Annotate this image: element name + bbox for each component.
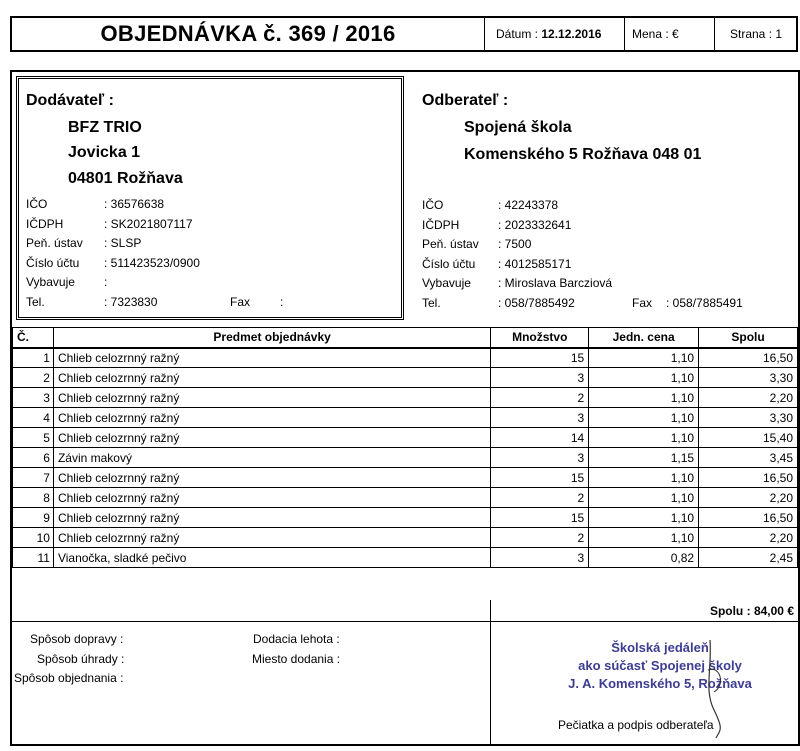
customer-handler-label: Vybavuje xyxy=(422,276,471,290)
row-unit-price: 1,10 xyxy=(589,348,699,368)
supplier-handler-label: Vybavuje xyxy=(26,275,75,289)
row-quantity: 15 xyxy=(491,508,589,528)
date-value: 12.12.2016 xyxy=(541,27,602,41)
row-unit-price: 1,10 xyxy=(589,508,699,528)
row-quantity: 2 xyxy=(491,488,589,508)
supplier-ico-value: : 36576638 xyxy=(104,197,165,211)
row-number: 2 xyxy=(13,368,54,388)
row-total: 3,30 xyxy=(699,408,798,428)
table-row xyxy=(13,508,798,528)
row-number: 10 xyxy=(13,528,54,548)
customer-heading: Odberateľ : xyxy=(422,92,509,109)
row-number: 7 xyxy=(13,468,54,488)
supplier-name: BFZ TRIO xyxy=(68,119,142,136)
table-header-row xyxy=(13,328,798,348)
customer-tel-label: Tel. xyxy=(422,296,441,310)
date-field xyxy=(496,18,601,50)
customer-name: Spojená škola xyxy=(464,119,572,136)
row-quantity: 2 xyxy=(491,528,589,548)
row-unit-price: 1,10 xyxy=(589,528,699,548)
customer-fax-label: Fax xyxy=(632,296,653,310)
row-total: 15,40 xyxy=(699,428,798,448)
row-quantity: 2 xyxy=(491,388,589,408)
table-row xyxy=(13,348,798,368)
supplier-fax-value: : xyxy=(280,295,284,309)
row-item: Chlieb celozrnný ražný xyxy=(53,368,490,388)
customer-bank-label: Peň. ústav xyxy=(422,237,479,251)
supplier-bank-value: : SLSP xyxy=(104,236,142,250)
row-item: Závin makový xyxy=(53,448,490,468)
row-total: 3,30 xyxy=(699,368,798,388)
row-total: 16,50 xyxy=(699,348,798,368)
customer-account-label: Číslo účtu xyxy=(422,257,476,271)
row-quantity: 3 xyxy=(491,548,589,568)
table-body xyxy=(13,348,798,568)
grand-total-label: Spolu : xyxy=(709,604,751,618)
customer-icdph-value: : 2023332641 xyxy=(498,218,572,232)
row-item: Chlieb celozrnný ražný xyxy=(53,348,490,368)
supplier-icdph-label: IČDPH xyxy=(26,217,64,231)
col-header-number: Č. xyxy=(13,328,54,348)
row-item: Chlieb celozrnný ražný xyxy=(53,428,490,448)
supplier-street: Jovicka 1 xyxy=(68,144,141,161)
row-number: 8 xyxy=(13,488,54,508)
row-total: 16,50 xyxy=(699,508,798,528)
col-header-item: Predmet objednávky xyxy=(53,328,490,348)
school-stamp xyxy=(530,640,790,691)
row-item: Chlieb celozrnný ražný xyxy=(53,408,490,428)
row-number: 3 xyxy=(13,388,54,408)
row-unit-price: 1,15 xyxy=(589,448,699,468)
row-unit-price: 1,10 xyxy=(589,468,699,488)
row-number: 6 xyxy=(13,448,54,468)
row-total: 2,20 xyxy=(699,388,798,408)
supplier-bank-label: Peň. ústav xyxy=(26,236,83,250)
currency-field: Mena : € xyxy=(632,27,679,41)
order-title: OBJEDNÁVKA č. 369 / 2016 xyxy=(100,21,396,46)
row-item: Chlieb celozrnný ražný xyxy=(53,468,490,488)
table-row xyxy=(13,448,798,468)
supplier-icdph-value: : SK2021807117 xyxy=(104,217,193,231)
row-quantity: 15 xyxy=(491,348,589,368)
grand-total xyxy=(710,604,794,618)
row-unit-price: 1,10 xyxy=(589,428,699,448)
payment-method-label: Spôsob úhrady : xyxy=(37,652,125,666)
customer-bank-value: : 7500 xyxy=(498,237,532,251)
row-total: 16,50 xyxy=(699,468,798,488)
supplier-account-value: : 511423523/0900 xyxy=(104,256,200,270)
customer-icdph-label: IČDPH xyxy=(422,218,460,232)
signature-label: Pečiatka a podpis odberateľa xyxy=(558,718,714,732)
row-unit-price: 1,10 xyxy=(589,408,699,428)
row-number: 11 xyxy=(13,548,54,568)
row-quantity: 3 xyxy=(491,448,589,468)
page-field: Strana : 1 xyxy=(730,27,783,41)
supplier-fax-label: Fax xyxy=(230,295,251,309)
row-item: Chlieb celozrnný ražný xyxy=(53,528,490,548)
col-header-total: Spolu xyxy=(699,328,798,348)
supplier-heading: Dodávateľ : xyxy=(26,92,114,109)
row-quantity: 15 xyxy=(491,468,589,488)
stamp-line-1: Školská jedáleň xyxy=(611,640,709,655)
row-total: 2,45 xyxy=(699,548,798,568)
transport-method-label: Spôsob dopravy : xyxy=(30,632,124,646)
row-number: 4 xyxy=(13,408,54,428)
col-header-unit-price: Jedn. cena xyxy=(589,328,699,348)
table-row xyxy=(13,468,798,488)
row-total: 2,20 xyxy=(699,528,798,548)
table-row xyxy=(13,408,798,428)
customer-account-value: : 4012585171 xyxy=(498,257,572,271)
row-number: 9 xyxy=(13,508,54,528)
supplier-tel-label: Tel. xyxy=(26,295,45,309)
row-item: Chlieb celozrnný ražný xyxy=(53,508,490,528)
ordering-method-label: Spôsob objednania : xyxy=(14,671,124,685)
row-quantity: 14 xyxy=(491,428,589,448)
order-header xyxy=(10,16,798,52)
supplier-city: 04801 Rožňava xyxy=(68,170,183,187)
table-row xyxy=(13,368,798,388)
row-total: 2,20 xyxy=(699,488,798,508)
row-number: 5 xyxy=(13,428,54,448)
supplier-handler-value: : xyxy=(104,275,108,289)
supplier-ico-label: IČO xyxy=(26,197,48,211)
grand-total-value: 84,00 € xyxy=(753,604,794,618)
customer-address: Komenského 5 Rožňava 048 01 xyxy=(464,146,702,163)
customer-ico-label: IČO xyxy=(422,198,444,212)
stamp-line-3: J. A. Komenského 5, Rožňava xyxy=(568,676,752,691)
customer-ico-value: : 42243378 xyxy=(498,198,559,212)
table-row xyxy=(13,528,798,548)
stamp-line-2: ako súčasť Spojenej školy xyxy=(578,658,742,673)
date-label: Dátum : xyxy=(496,27,539,41)
row-unit-price: 1,10 xyxy=(589,388,699,408)
footer-top-rule xyxy=(10,621,800,622)
row-unit-price: 1,10 xyxy=(589,488,699,508)
table-row xyxy=(13,428,798,448)
row-unit-price: 1,10 xyxy=(589,368,699,388)
customer-fax-value: : 058/7885491 xyxy=(666,296,743,310)
row-item: Chlieb celozrnný ražný xyxy=(53,388,490,408)
row-number: 1 xyxy=(13,348,54,368)
table-row xyxy=(13,488,798,508)
delivery-place-label: Miesto dodania : xyxy=(252,652,341,666)
row-item: Vianočka, sladké pečivo xyxy=(53,548,490,568)
row-total: 3,45 xyxy=(699,448,798,468)
table-row xyxy=(13,548,798,568)
row-quantity: 3 xyxy=(491,368,589,388)
row-unit-price: 0,82 xyxy=(589,548,699,568)
supplier-account-label: Číslo účtu xyxy=(26,256,80,270)
col-header-quantity: Množstvo xyxy=(491,328,589,348)
customer-tel-value: : 058/7885492 xyxy=(498,296,575,310)
row-item: Chlieb celozrnný ražný xyxy=(53,488,490,508)
table-row xyxy=(13,388,798,408)
row-quantity: 3 xyxy=(491,408,589,428)
supplier-tel-value: : 7323830 xyxy=(104,295,158,309)
delivery-term-label: Dodacia lehota : xyxy=(253,632,340,646)
customer-handler-value: : Miroslava Barcziová xyxy=(498,276,613,290)
order-items-table xyxy=(12,327,798,568)
